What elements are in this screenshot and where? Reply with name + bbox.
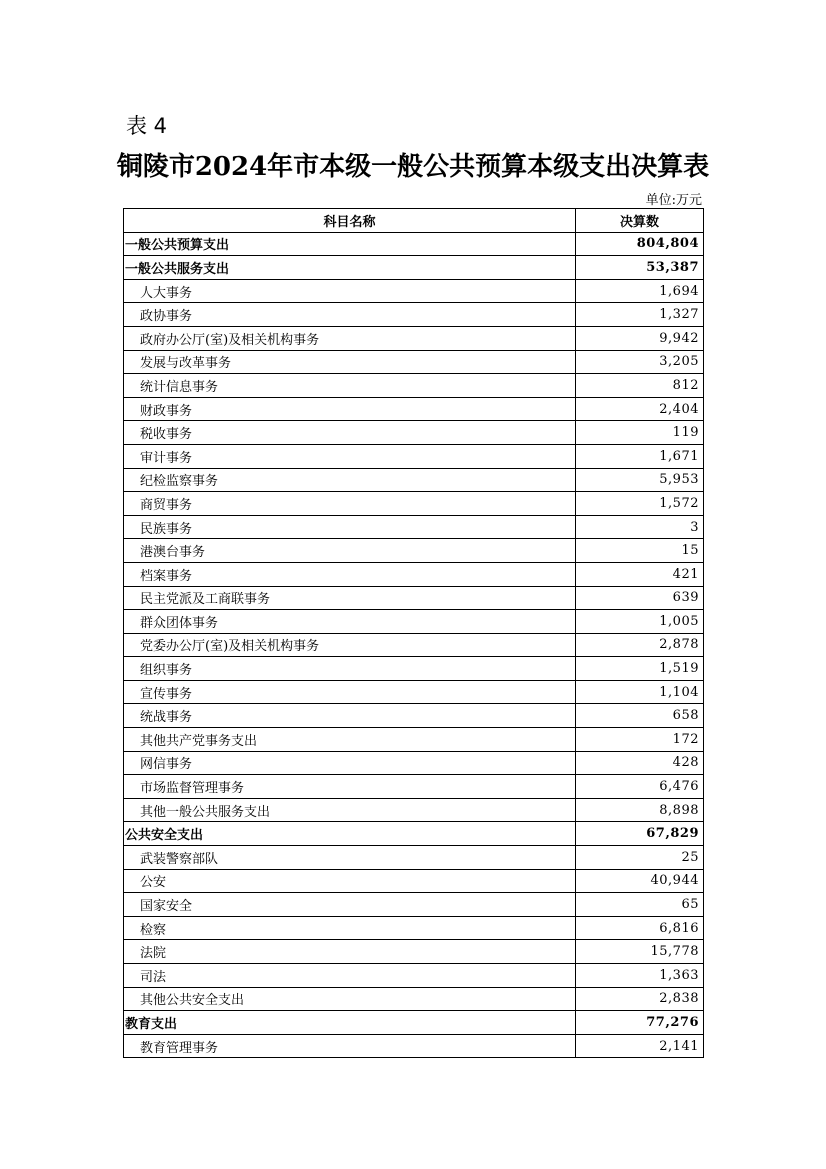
- table-body: [124, 232, 704, 1058]
- row-final-amount: 3: [576, 515, 704, 539]
- table-row: [124, 964, 704, 988]
- row-final-amount: 1,694: [576, 279, 704, 303]
- table-row: [124, 657, 704, 681]
- row-final-amount: 6,816: [576, 916, 704, 940]
- table-row: [124, 704, 704, 728]
- row-final-amount: 15: [576, 539, 704, 563]
- table-row: [124, 444, 704, 468]
- table-row: [124, 846, 704, 870]
- table-row: [124, 680, 704, 704]
- row-subject-name: 公共安全支出: [124, 822, 576, 846]
- row-subject-name: 港澳台事务: [124, 539, 576, 563]
- row-final-amount: 658: [576, 704, 704, 728]
- table-row: [124, 421, 704, 445]
- row-subject-name: 商贸事务: [124, 492, 576, 516]
- row-subject-name: 其他共产党事务支出: [124, 728, 576, 752]
- table-row: [124, 562, 704, 586]
- table-row: [124, 256, 704, 280]
- row-subject-name: 武装警察部队: [124, 846, 576, 870]
- row-subject-name: 税收事务: [124, 421, 576, 445]
- row-final-amount: 428: [576, 751, 704, 775]
- table-row: [124, 916, 704, 940]
- row-subject-name: 法院: [124, 940, 576, 964]
- row-final-amount: 2,878: [576, 633, 704, 657]
- row-final-amount: 1,327: [576, 303, 704, 327]
- row-final-amount: 2,838: [576, 987, 704, 1011]
- row-final-amount: 639: [576, 586, 704, 610]
- row-subject-name: 宣传事务: [124, 680, 576, 704]
- table-row: [124, 728, 704, 752]
- budget-table: [123, 208, 704, 1058]
- row-subject-name: 群众团体事务: [124, 610, 576, 634]
- table-number-label: 表 4: [126, 114, 168, 138]
- row-subject-name: 公安: [124, 869, 576, 893]
- table-row: [124, 539, 704, 563]
- row-subject-name: 财政事务: [124, 397, 576, 421]
- table-row: [124, 751, 704, 775]
- row-subject-name: 党委办公厅(室)及相关机构事务: [124, 633, 576, 657]
- table-header-row: [124, 209, 704, 233]
- row-final-amount: 119: [576, 421, 704, 445]
- table-row: [124, 326, 704, 350]
- row-subject-name: 审计事务: [124, 444, 576, 468]
- table-row: [124, 397, 704, 421]
- row-subject-name: 其他公共安全支出: [124, 987, 576, 1011]
- row-final-amount: 172: [576, 728, 704, 752]
- row-subject-name: 统战事务: [124, 704, 576, 728]
- table-row: [124, 232, 704, 256]
- table-row: [124, 1011, 704, 1035]
- row-final-amount: 812: [576, 374, 704, 398]
- row-final-amount: 804,804: [576, 232, 704, 256]
- row-final-amount: 67,829: [576, 822, 704, 846]
- row-subject-name: 检察: [124, 916, 576, 940]
- row-subject-name: 档案事务: [124, 562, 576, 586]
- row-subject-name: 教育管理事务: [124, 1034, 576, 1058]
- row-final-amount: 40,944: [576, 869, 704, 893]
- header-final-amount: 决算数: [576, 209, 704, 233]
- row-final-amount: 9,942: [576, 326, 704, 350]
- row-subject-name: 一般公共服务支出: [124, 256, 576, 280]
- table-row: [124, 987, 704, 1011]
- row-subject-name: 一般公共预算支出: [124, 232, 576, 256]
- row-subject-name: 纪检监察事务: [124, 468, 576, 492]
- row-subject-name: 组织事务: [124, 657, 576, 681]
- row-final-amount: 5,953: [576, 468, 704, 492]
- row-final-amount: 1,671: [576, 444, 704, 468]
- table-row: [124, 374, 704, 398]
- row-final-amount: 1,572: [576, 492, 704, 516]
- row-final-amount: 1,519: [576, 657, 704, 681]
- row-final-amount: 2,141: [576, 1034, 704, 1058]
- table-row: [124, 869, 704, 893]
- row-subject-name: 市场监督管理事务: [124, 775, 576, 799]
- table-row: [124, 468, 704, 492]
- table-row: [124, 775, 704, 799]
- document-title: 铜陵市2024年市本级一般公共预算本级支出决算表: [116, 152, 710, 182]
- row-subject-name: 国家安全: [124, 893, 576, 917]
- row-subject-name: 统计信息事务: [124, 374, 576, 398]
- table-row: [124, 633, 704, 657]
- row-final-amount: 2,404: [576, 397, 704, 421]
- row-subject-name: 教育支出: [124, 1011, 576, 1035]
- row-final-amount: 3,205: [576, 350, 704, 374]
- table-row: [124, 515, 704, 539]
- table-row: [124, 893, 704, 917]
- table-row: [124, 798, 704, 822]
- table-row: [124, 492, 704, 516]
- row-final-amount: 6,476: [576, 775, 704, 799]
- row-final-amount: 25: [576, 846, 704, 870]
- row-final-amount: 1,104: [576, 680, 704, 704]
- row-subject-name: 网信事务: [124, 751, 576, 775]
- table-row: [124, 822, 704, 846]
- row-subject-name: 司法: [124, 964, 576, 988]
- row-final-amount: 1,005: [576, 610, 704, 634]
- row-final-amount: 1,363: [576, 964, 704, 988]
- row-subject-name: 民主党派及工商联事务: [124, 586, 576, 610]
- row-final-amount: 421: [576, 562, 704, 586]
- row-final-amount: 8,898: [576, 798, 704, 822]
- row-final-amount: 53,387: [576, 256, 704, 280]
- table-row: [124, 350, 704, 374]
- table-row: [124, 1034, 704, 1058]
- table-row: [124, 586, 704, 610]
- row-subject-name: 民族事务: [124, 515, 576, 539]
- row-subject-name: 发展与改革事务: [124, 350, 576, 374]
- row-final-amount: 77,276: [576, 1011, 704, 1035]
- table-row: [124, 303, 704, 327]
- row-subject-name: 政府办公厅(室)及相关机构事务: [124, 326, 576, 350]
- row-subject-name: 其他一般公共服务支出: [124, 798, 576, 822]
- table-row: [124, 279, 704, 303]
- header-subject-name: 科目名称: [124, 209, 576, 233]
- table-row: [124, 940, 704, 964]
- row-subject-name: 政协事务: [124, 303, 576, 327]
- table-row: [124, 610, 704, 634]
- unit-label: 单位:万元: [645, 193, 702, 208]
- row-subject-name: 人大事务: [124, 279, 576, 303]
- row-final-amount: 65: [576, 893, 704, 917]
- row-final-amount: 15,778: [576, 940, 704, 964]
